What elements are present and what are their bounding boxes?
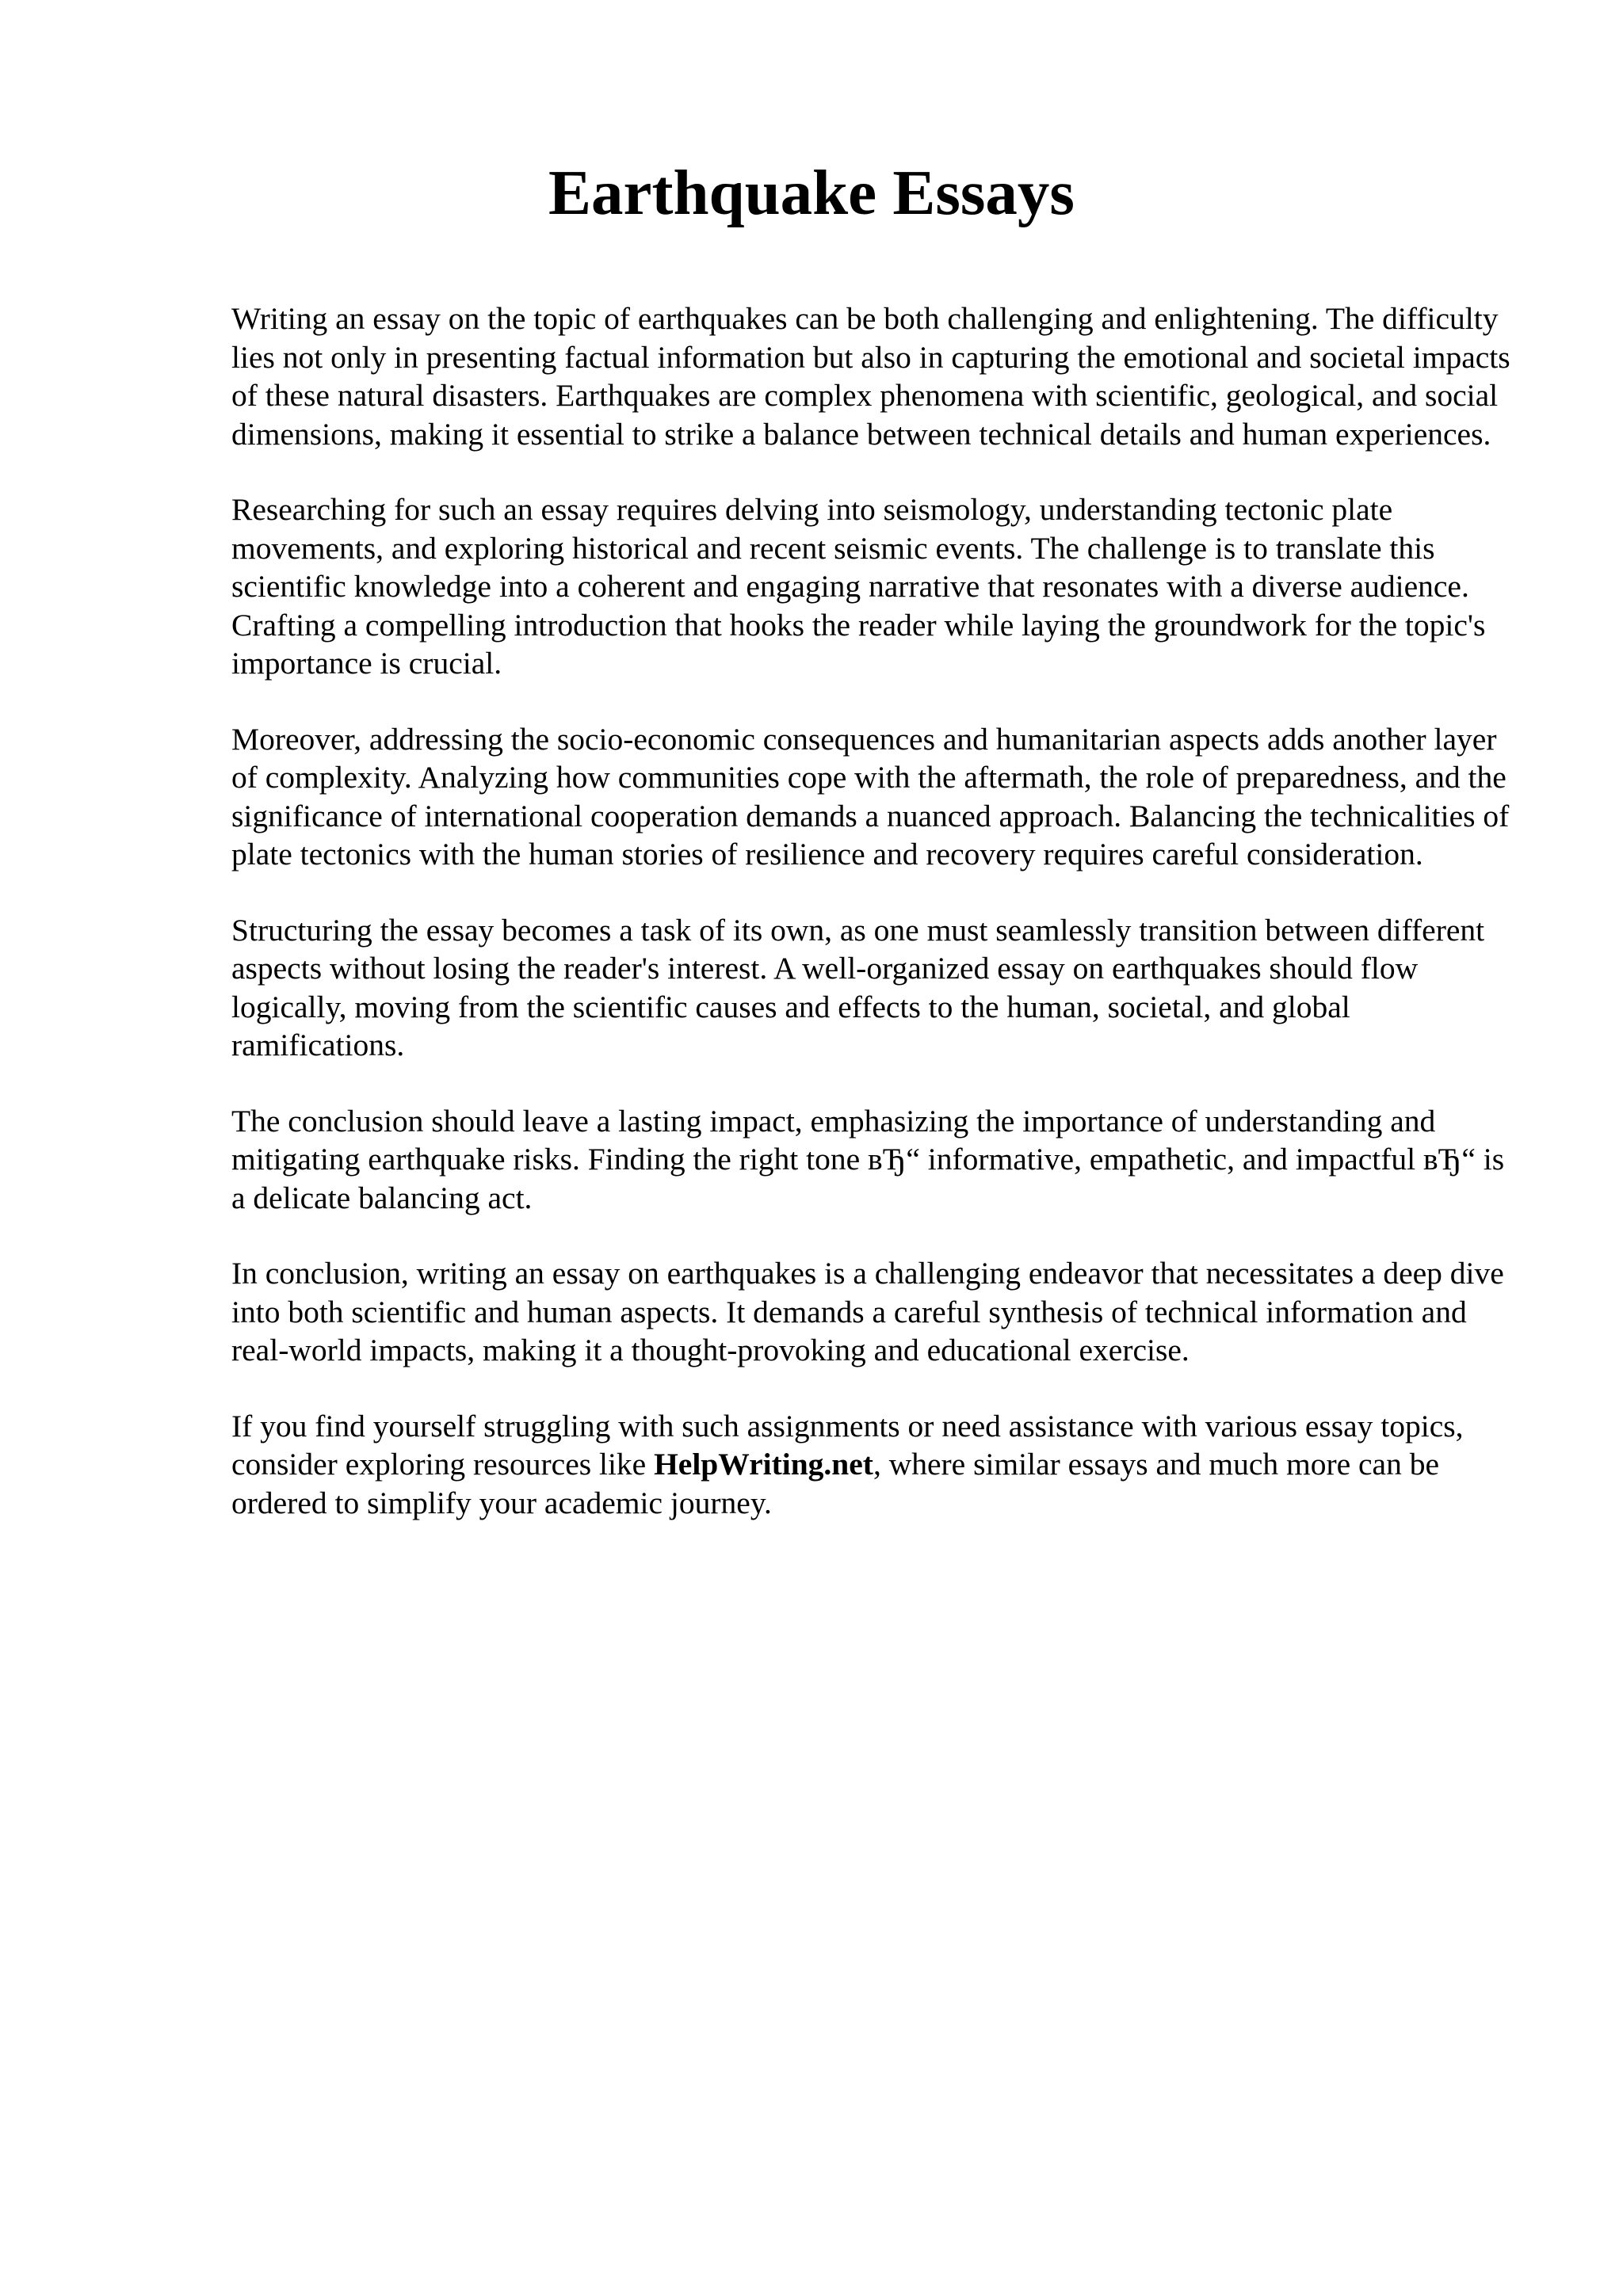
closing-paragraph [231,1407,1515,1523]
paragraph-2: Researching for such an essay requires delving into seismology, understanding tectonic plate movements, and exploring historical and recent seismic events. The challenge is to translate this scientific knowledge into a coherent and engaging narrative that resonates with a diverse audience. Crafting a compelling introduction that hooks the reader while laying the groundwork for the topic's importance is crucial. [231,492,1486,681]
page-title: Earthquake Essays [548,157,1075,228]
paragraph-6: In conclusion, writing an essay on earthquakes is a challenging endeavor that necessitates a deep dive into both scientific and human aspects. It demands a careful synthesis of technical information and real-world impacts, making it a thought-provoking and educational exercise. [231,1256,1504,1367]
brand-name: HelpWriting.net [654,1447,873,1482]
closing-text-before: If you find yourself struggling with such assignments or need assistance with various essay topics, consider exploring resources like [231,1408,1464,1482]
essay-body [231,299,1515,1559]
paragraph-1: Writing an essay on the topic of earthquakes can be both challenging and enlightening. The difficulty lies not only in presenting factual information but also in capturing the emotional and societal impacts of these natural disasters. Earthquakes are complex phenomena with scientific, geological, and social dimensions, making it essential to strike a balance between technical details and human experiences. [231,301,1510,452]
paragraph-4: Structuring the essay becomes a task of its own, as one must seamlessly transition between different aspects without losing the reader's interest. A well-organized essay on earthquakes should flow logically, moving from the scientific causes and effects to the human, societal, and global ramifications. [231,912,1485,1062]
paragraph-5: The conclusion should leave a lasting impact, emphasizing the importance of understanding and mitigating earthquake risks. Finding the right tone вЂ“ informative, empathetic, and impactful вЂ“ is a delicate balancing act. [231,1103,1505,1215]
paragraph-3: Moreover, addressing the socio-economic consequences and humanitarian aspects adds another layer of complexity. Analyzing how communities cope with the aftermath, the role of preparedness, and the significance of international cooperation demands a nuanced approach. Balancing the technicalities of plate tectonics with the human stories of resilience and recovery requires careful consideration. [231,721,1510,871]
closing-text-after: , where similar essays and much more can be ordered to simplify your academic journey. [231,1447,1440,1520]
